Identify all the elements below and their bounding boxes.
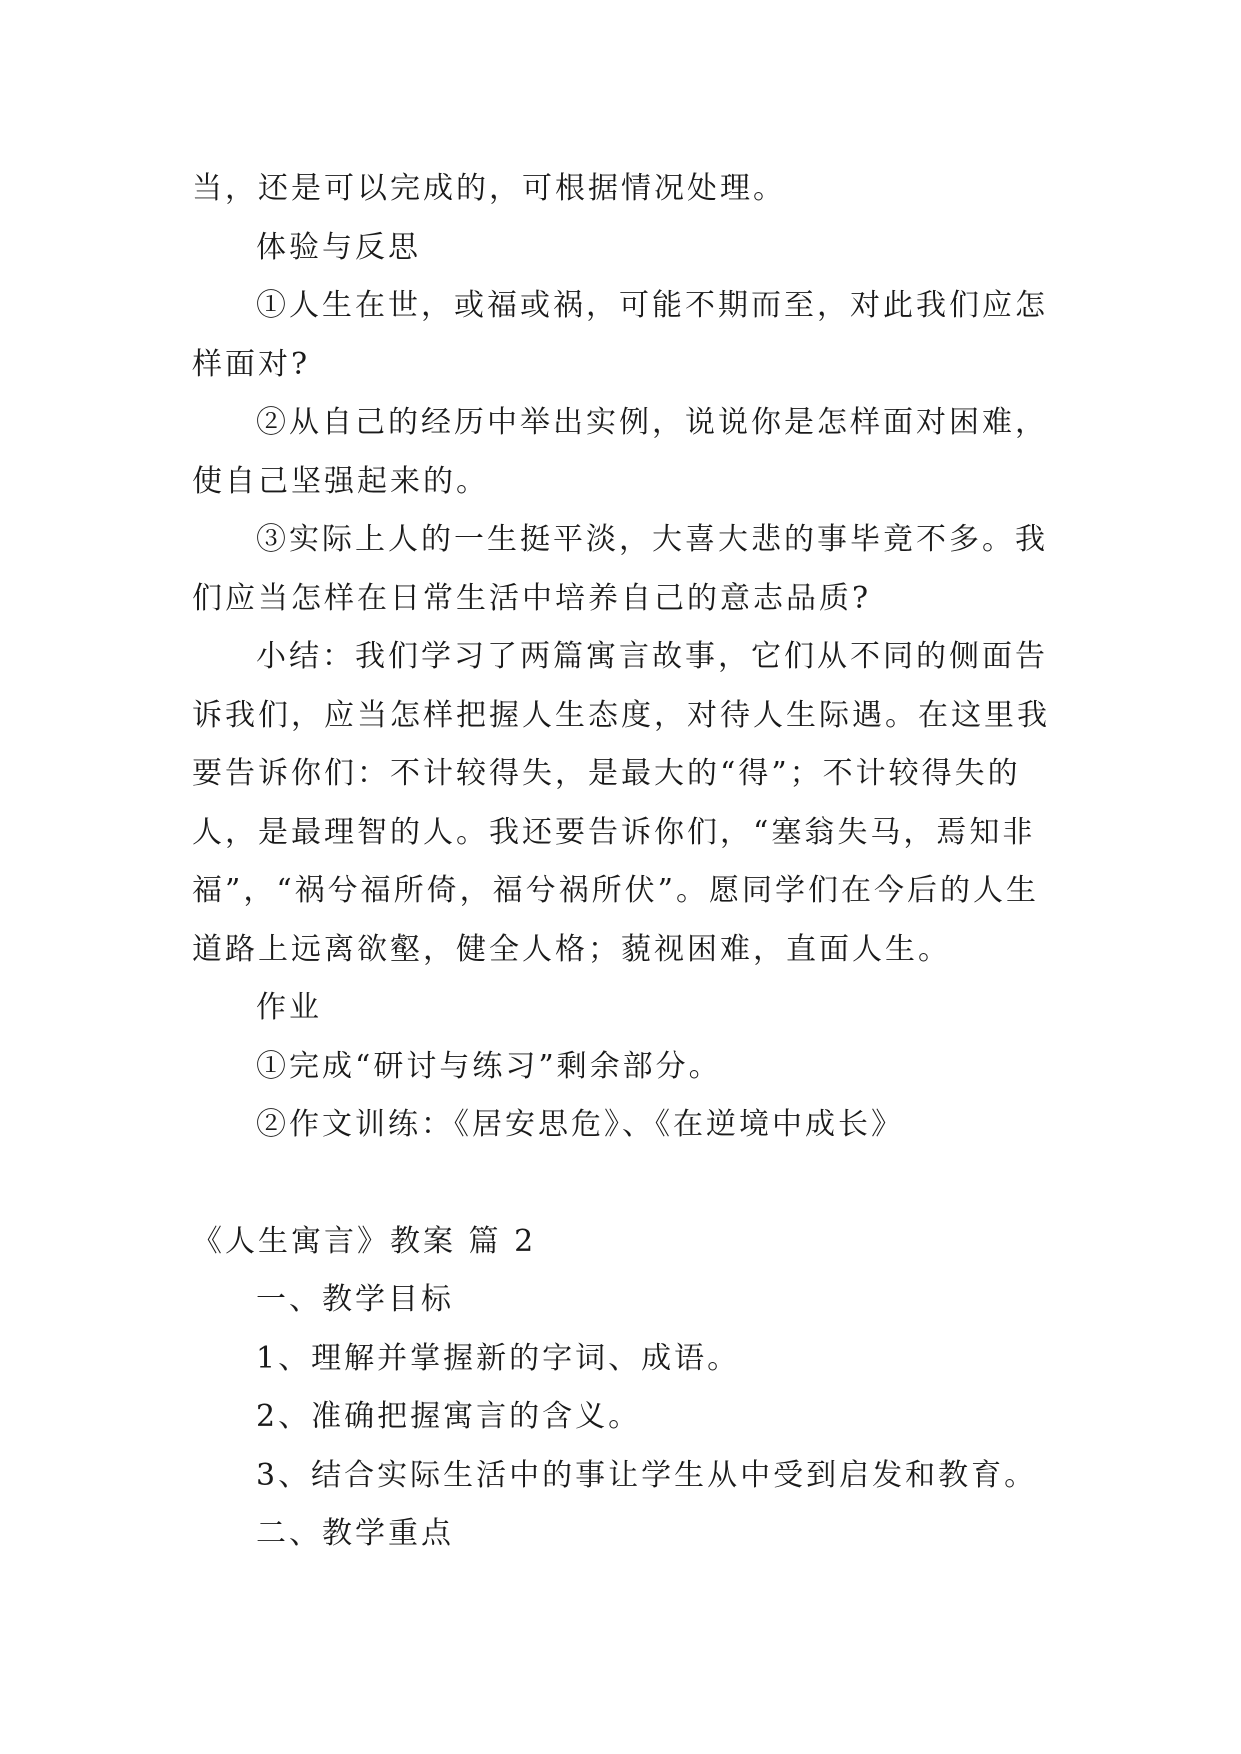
paragraph-line: ③实际上人的一生挺平淡，大喜大悲的事毕竟不多。我 (256, 522, 1048, 557)
heading-homework: 作业 (256, 990, 322, 1025)
section-title: 《人生寓言》教案 篇 2 (192, 1223, 537, 1259)
summary-line: 诉我们，应当怎样把握人生态度，对待人生际遇。在这里我 (192, 697, 1050, 733)
paragraph-line: 当，还是可以完成的，可根据情况处理。 (192, 171, 786, 206)
goal-item: 3、结合实际生活中的事让学生从中受到启发和教育。 (256, 1457, 1038, 1493)
summary-line: 福”，“祸兮福所倚，福兮祸所伏”。愿同学们在今后的人生 (192, 873, 1040, 908)
section-gap (192, 1155, 1052, 1213)
summary-line: 小结：我们学习了两篇寓言故事，它们从不同的侧面告 (256, 639, 1048, 674)
summary-line: 道路上远离欲壑，健全人格；藐视困难，直面人生。 (192, 931, 951, 967)
goal-item: 1、理解并掌握新的字词、成语。 (256, 1340, 741, 1376)
heading-teaching-focus: 二、教学重点 (256, 1516, 454, 1551)
paragraph-line: 样面对? (192, 346, 311, 382)
goal-item: 2、准确把握寓言的含义。 (256, 1399, 642, 1434)
paragraph-line: ①人生在世，或福或祸，可能不期而至，对此我们应怎 (256, 288, 1048, 323)
heading-reflection: 体验与反思 (256, 229, 421, 265)
summary-line: 要告诉你们：不计较得失，是最大的“得”；不计较得失的 (192, 756, 1021, 791)
homework-item: ①完成“研讨与练习”剩余部分。 (256, 1048, 722, 1084)
paragraph-line: 们应当怎样在日常生活中培养自己的意志品质? (192, 580, 872, 616)
document-body (192, 160, 1052, 1564)
paragraph-line: 使自己坚强起来的。 (192, 463, 489, 499)
homework-item: ②作文训练：《居安思危》、《在逆境中成长》 (256, 1107, 904, 1142)
summary-line: 人，是最理智的人。我还要告诉你们，“塞翁失马，焉知非 (192, 814, 1036, 850)
paragraph-line: ②从自己的经历中举出实例，说说你是怎样面对困难， (256, 405, 1048, 440)
heading-teaching-goals: 一、教学目标 (256, 1282, 454, 1317)
